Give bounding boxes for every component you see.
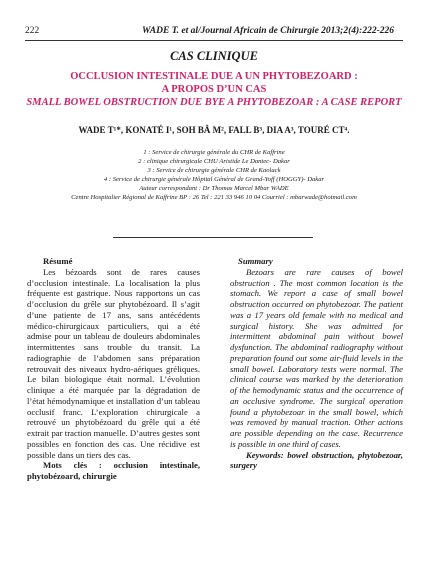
affiliations [0, 149, 428, 202]
section-heading: CAS CLINIQUE [170, 49, 258, 63]
authors: WADE T¹*, KONATÉ I¹, SOH BÂ M², FALL B³, DIA A³, TOURÉ CT⁴. [78, 125, 350, 135]
resume-column [27, 256, 200, 482]
summary-keywords [230, 450, 403, 472]
title-french-line2: A PROPOS D’UN CAS [161, 84, 267, 95]
divider-rule [113, 237, 313, 238]
affiliation-line: 2 : clinique chirurgicale CHU Aristide Le Dantec- Dakar [138, 157, 290, 165]
resume-body: Les bézoards sont de rares causes d’occlusion intestinale. La localisation la plus fréquente est gastrique. Nous rapportons un cas d’occlusion du grêle sur phytobézoard. Il s’agit d’une patiente de 17 ans, sans antécédents médico-chirurgicaux particuliers, qui a été admise pour un tableau de douleurs abdominales intermittentes sans trouble du transit. La radiographie de l’abdomen sans préparation retrouvait des niveaux hydro-aériques gréliques. Le bilan biologique était normal. L’évolution clinique a été marquée par la dégradation de l’état hémodynamique et installation d’un tableau occlusif franc. L’exploration chirurgicale a retrouvé un phytobézoard du grêle qui a été extrait par traction manuelle. D’autres gestes sont possibles en fonction des cas. Une récidive est possible dans un tiers des cas. [27, 266, 200, 460]
summary-body: Bezoars are rare causes of bowel obstruction . The most common location is the stomach. We report a case of small bowel obstruction occurred on phytobezoar. The patient was a 17 years old female with no medical and surgical history. She was admitted for intermittent abdominal pain without bowel dysfunction. The abdominal radiography without preparation found out some air-fluid levels in the small bowel. Laboratory tests were normal. The clinical course was marked by the deterioration of the hemodynamic status and the occurrence of an occlusive syndrome. The surgical operation found a phytobezoar in the small bowel, which was removed by manual traction. Other actions are possible depending on the case. Recurrence is possible in one third of cases. [230, 266, 403, 449]
resume-keywords [27, 460, 200, 482]
contact-info[interactable]: Centre Hospitalier Régional de Kaffrine BP : 26 Tel : 221 33 946 10 04 Courriel : mbarwade@hotmail.com [71, 193, 357, 201]
affiliation-line: 4 : Service de chirurgie générale Hôpital Général de Grand-Yoff (HOGGY)- Dakar [103, 175, 325, 183]
keywords-label: Mots clés : [43, 460, 102, 471]
title-french-line1: OCCLUSION INTESTINALE DUE A UN PHYTOBEZOARD : [70, 71, 358, 82]
page-number: 222 [25, 26, 40, 36]
keywords-label: Keywords: [246, 449, 284, 460]
title-english: SMALL BOWEL OBSTRUCTION DUE BYE A PHYTOBEZOAR : A CASE REPORT [26, 97, 402, 108]
affiliation-line: 3 : Service de chirurgie générale CHR de Kaolack [147, 166, 281, 174]
header-rule [25, 40, 403, 41]
corresponding-author: Auteur correspondant : Dr Thomas Marcel Mbar WADE [139, 184, 289, 192]
journal-citation: WADE T. et al/Journal Africain de Chirurgie 2013;2(4):222-226 [142, 26, 394, 36]
title-french [0, 70, 428, 96]
keywords-text: bowel obstruction, phytobezoar, surgery [230, 449, 403, 471]
summary-heading: Summary [238, 256, 273, 266]
summary-column [230, 256, 403, 471]
keywords-text: occlusion intestinale, phytobézoard, chirurgie [27, 460, 201, 481]
resume-heading: Résumé [43, 256, 73, 266]
affiliation-line: 1 : Service de chirurgie générale du CHR de Kaffrine [143, 149, 285, 156]
